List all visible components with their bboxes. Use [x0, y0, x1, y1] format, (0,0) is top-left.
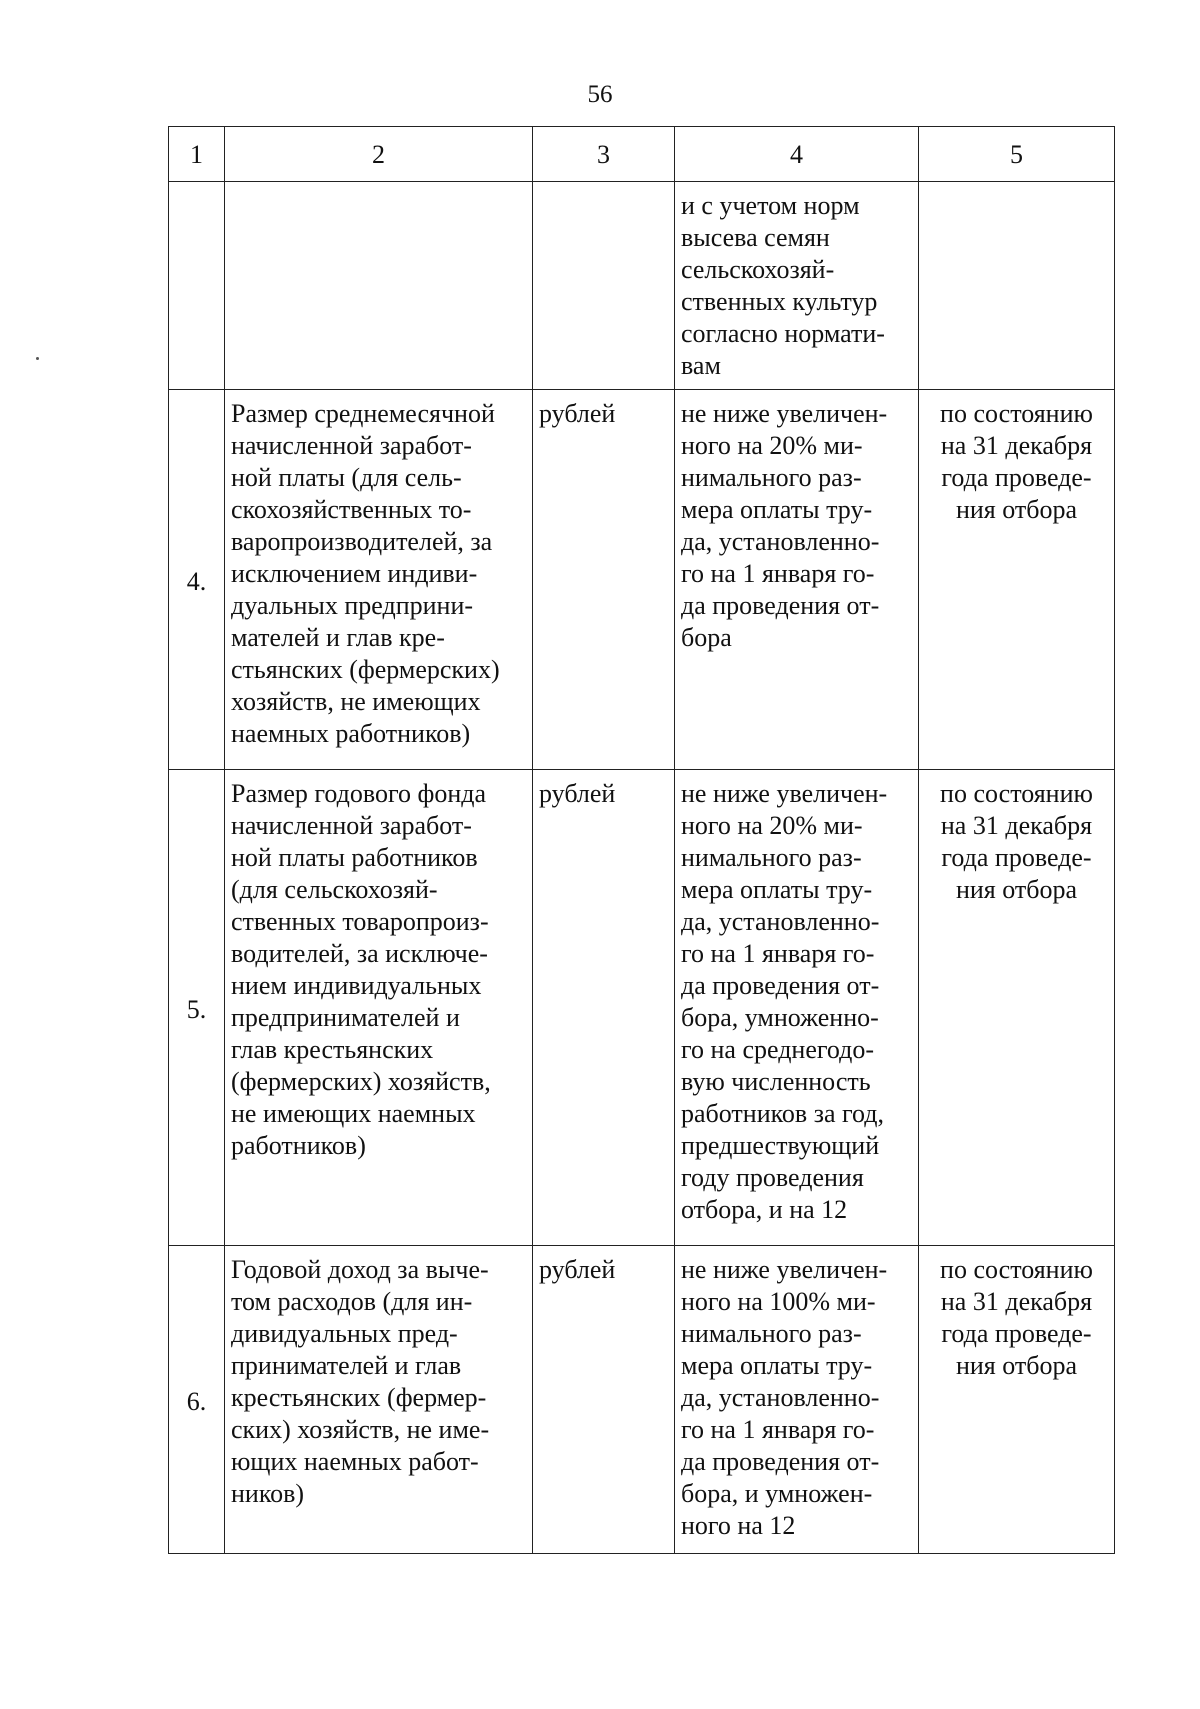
reporting-date: [919, 770, 1115, 1246]
cell-text-line: нимального раз-: [681, 463, 862, 492]
cell-text-line: ния отбора: [955, 495, 1078, 524]
cell-text-line: Годовой доход за выче-: [231, 1255, 489, 1284]
cell-text-line: начисленной заработ-: [231, 431, 472, 460]
cell-text-line: ного на 100% ми-: [681, 1287, 876, 1316]
cell-text-line: бора, и умножен-: [681, 1479, 873, 1508]
indicator-name: [225, 1246, 533, 1554]
cell-text-line: мера оплаты тру-: [681, 495, 873, 524]
cell-text-line: ния отбора: [955, 1351, 1078, 1380]
cell-text-line: по состоянию: [940, 779, 1093, 808]
cell-text-line: на 31 декабря: [940, 431, 1093, 460]
cell-text-line: варопроизводителей, за: [231, 527, 493, 556]
indicator-name: [225, 770, 533, 1246]
criteria-table: [168, 126, 1115, 1554]
cell-text-line: работников): [231, 1131, 366, 1160]
cell-text-line: (фермерских) хозяйств,: [231, 1067, 491, 1096]
cell-text-line: не имеющих наемных: [231, 1099, 476, 1128]
table-row: [169, 1246, 1115, 1554]
cell-text-line: (для сельскохозяй-: [231, 875, 438, 904]
cell-text-line: том расходов (для ин-: [231, 1287, 473, 1316]
cell-text-line: стьянских (фермерских): [231, 655, 500, 684]
cell-text-line: Размер годового фонда: [231, 779, 487, 808]
cell-text-line: да проведения от-: [681, 1447, 880, 1476]
cell-text-line: ного на 20% ми-: [681, 811, 863, 840]
cell-text-line: сельскохозяй-: [681, 255, 835, 284]
cell-text-line: ной платы (для сель-: [231, 463, 462, 492]
header-col-4: 4: [675, 127, 919, 182]
cell-text-line: по состоянию: [940, 399, 1093, 428]
cell-text-line: дивидуальных пред-: [231, 1319, 458, 1348]
cell-text-line: предпринимателей и: [231, 1003, 460, 1032]
cell-text-line: го на 1 января го-: [681, 939, 875, 968]
table-row: [169, 390, 1115, 770]
header-col-1: 1: [169, 127, 225, 182]
cell-text-line: Размер среднемесячной: [231, 399, 495, 428]
cell-text-line: ного на 12: [681, 1511, 796, 1540]
continuation-col-3: [533, 182, 675, 390]
cell-text-line: исключением индиви-: [231, 559, 478, 588]
cell-text-line: предшествующий: [681, 1131, 880, 1160]
continuation-col-1: [169, 182, 225, 390]
cell-text-line: крестьянских (фермер-: [231, 1383, 487, 1412]
header-col-3: 3: [533, 127, 675, 182]
cell-text-line: мателей и глав кре-: [231, 623, 445, 652]
cell-text-line: отбора, и на 12: [681, 1195, 848, 1224]
cell-text-line: по состоянию: [940, 1255, 1093, 1284]
cell-text-line: бора, умноженно-: [681, 1003, 879, 1032]
cell-text-line: ющих наемных работ-: [231, 1447, 479, 1476]
unit-of-measure: рублей: [533, 770, 675, 1246]
cell-text-line: ного на 20% ми-: [681, 431, 863, 460]
cell-text-line: да, установленно-: [681, 527, 880, 556]
cell-text-line: скохозяйственных то-: [231, 495, 472, 524]
cell-text-line: согласно нормати-: [681, 319, 885, 348]
row-number: 6.: [169, 1246, 225, 1554]
cell-text-line: глав крестьянских: [231, 1035, 434, 1064]
cell-text-line: ственных товаропроиз-: [231, 907, 489, 936]
cell-text-line: да, установленно-: [681, 907, 880, 936]
cell-text-line: ственных культур: [681, 287, 878, 316]
cell-text-line: начисленной заработ-: [231, 811, 472, 840]
continuation-col-2: [225, 182, 533, 390]
cell-text-line: бора: [681, 623, 732, 652]
indicator-value: [675, 390, 919, 770]
continuation-col-5: [919, 182, 1115, 390]
indicator-value: [675, 770, 919, 1246]
cell-text-line: да проведения от-: [681, 971, 880, 1000]
cell-text-line: работников за год,: [681, 1099, 885, 1128]
cell-text-line: и с учетом норм: [681, 191, 860, 220]
cell-text-line: принимателей и глав: [231, 1351, 462, 1380]
cell-text-line: мера оплаты тру-: [681, 1351, 873, 1380]
cell-text-line: да, установленно-: [681, 1383, 880, 1412]
header-row: [169, 127, 1115, 182]
cell-text-line: нимального раз-: [681, 1319, 862, 1348]
cell-text-line: году проведения: [681, 1163, 864, 1192]
cell-text-line: вам: [681, 351, 721, 380]
cell-text-line: нием индивидуальных: [231, 971, 482, 1000]
continuation-row: [169, 182, 1115, 390]
cell-text-line: не ниже увеличен-: [681, 779, 888, 808]
cell-text-line: дуальных предприни-: [231, 591, 474, 620]
continuation-col-4: [675, 182, 919, 390]
cell-text-line: не ниже увеличен-: [681, 1255, 888, 1284]
cell-text-line: года проведе-: [941, 843, 1092, 872]
cell-text-line: на 31 декабря: [940, 1287, 1093, 1316]
reporting-date: [919, 1246, 1115, 1554]
table-row: [169, 770, 1115, 1246]
cell-text-line: го на среднегодо-: [681, 1035, 875, 1064]
indicator-name: [225, 390, 533, 770]
cell-text-line: го на 1 января го-: [681, 1415, 875, 1444]
cell-text-line: высева семян: [681, 223, 830, 252]
unit-of-measure: рублей: [533, 390, 675, 770]
header-col-5: 5: [919, 127, 1115, 182]
row-number: 5.: [169, 770, 225, 1246]
unit-of-measure: рублей: [533, 1246, 675, 1554]
header-col-2: 2: [225, 127, 533, 182]
page-number: 56: [587, 81, 613, 108]
cell-text-line: го на 1 января го-: [681, 559, 875, 588]
cell-text-line: ния отбора: [955, 875, 1078, 904]
cell-text-line: ских) хозяйств, не име-: [231, 1415, 490, 1444]
cell-text-line: ной платы работников: [231, 843, 478, 872]
row-number: 4.: [169, 390, 225, 770]
cell-text-line: на 31 декабря: [940, 811, 1093, 840]
cell-text-line: да проведения от-: [681, 591, 880, 620]
cell-text-line: наемных работников): [231, 719, 471, 748]
cell-text-line: ников): [231, 1479, 305, 1508]
reporting-date: [919, 390, 1115, 770]
cell-text-line: не ниже увеличен-: [681, 399, 888, 428]
indicator-value: [675, 1246, 919, 1554]
cell-text-line: вую численность: [681, 1067, 871, 1096]
cell-text-line: нимального раз-: [681, 843, 862, 872]
cell-text-line: водителей, за исключе-: [231, 939, 488, 968]
cell-text-line: хозяйств, не имеющих: [231, 687, 481, 716]
scan-speck: [36, 357, 39, 360]
cell-text-line: года проведе-: [941, 1319, 1092, 1348]
cell-text-line: мера оплаты тру-: [681, 875, 873, 904]
cell-text-line: года проведе-: [941, 463, 1092, 492]
